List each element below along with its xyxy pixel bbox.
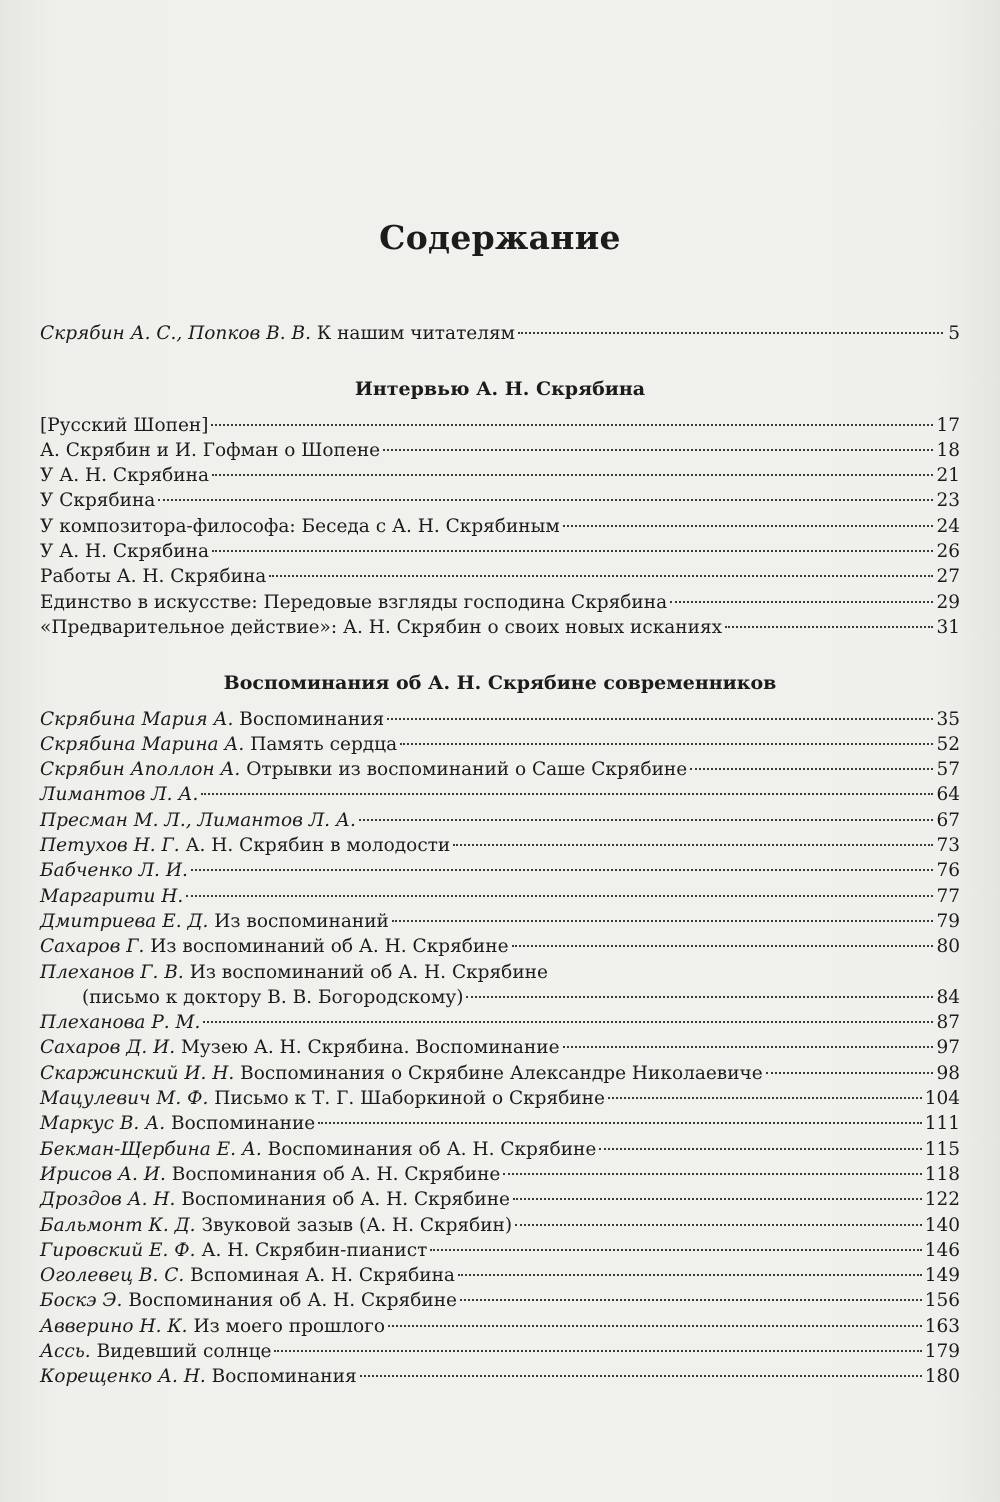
entry-text xyxy=(40,858,188,883)
dot-leader xyxy=(387,718,933,720)
toc-entry xyxy=(40,1339,960,1364)
entry-page: 23 xyxy=(936,490,960,512)
entry-page: 35 xyxy=(936,708,960,730)
entry-page: 52 xyxy=(936,733,960,755)
entry-page: 80 xyxy=(936,936,960,958)
entry-title: Воспоминания о Скрябине Александре Николаевиче xyxy=(240,1062,763,1084)
entry-text xyxy=(40,1162,500,1187)
dot-leader xyxy=(670,601,933,603)
entry-page: 97 xyxy=(936,1037,960,1059)
toc-entry xyxy=(40,833,960,858)
entry-page: 84 xyxy=(936,986,960,1008)
toc-entry xyxy=(40,960,960,985)
entry-text xyxy=(40,413,208,438)
entry-page: 18 xyxy=(936,439,960,461)
entry-page: 17 xyxy=(936,414,960,436)
dot-leader xyxy=(766,1072,934,1074)
section-heading: Интервью А. Н. Скрябина xyxy=(354,378,646,401)
entry-text xyxy=(40,960,548,985)
entry-text xyxy=(40,1086,605,1111)
toc-entry xyxy=(40,858,960,883)
dot-leader xyxy=(360,1375,922,1377)
toc-entry xyxy=(40,615,960,640)
entry-title: Вспоминая А. Н. Скрябина xyxy=(190,1265,455,1287)
section-heading: Воспоминания об А. Н. Скрябине современников xyxy=(223,672,777,695)
page-title: Содержание xyxy=(379,218,621,257)
entry-author: Бальмонт К. Д. xyxy=(40,1214,196,1236)
dot-leader xyxy=(392,920,934,922)
toc-entry xyxy=(40,782,960,807)
entry-author: Сахаров Г. xyxy=(40,936,145,958)
dot-leader xyxy=(430,1249,921,1251)
entry-title: Воспоминание xyxy=(170,1113,316,1135)
entry-title: Звуковой зазыв (А. Н. Скрябин) xyxy=(201,1214,513,1236)
entry-page: 118 xyxy=(924,1163,960,1185)
entry-text xyxy=(40,1137,596,1162)
entry-text xyxy=(40,909,389,934)
entry-page: 146 xyxy=(924,1239,960,1261)
entry-title: Воспоминания xyxy=(211,1366,357,1388)
entry-page: 115 xyxy=(924,1138,960,1160)
entry-text xyxy=(40,438,380,463)
entry-text xyxy=(40,782,198,807)
entry-text xyxy=(40,732,397,757)
entry-title: У А. Н. Скрябина xyxy=(40,465,209,487)
dot-leader xyxy=(466,996,933,998)
entry-text xyxy=(40,321,515,346)
entry-text xyxy=(40,1187,510,1212)
entry-title: Музею А. Н. Скрябина. Воспоминание xyxy=(180,1037,560,1059)
toc-entry xyxy=(40,934,960,959)
toc-entry xyxy=(40,1288,960,1313)
entry-page: 104 xyxy=(924,1088,960,1110)
toc-entry xyxy=(40,1162,960,1187)
dot-leader xyxy=(512,945,934,947)
dot-leader xyxy=(608,1097,922,1099)
entry-title: К нашим читателям xyxy=(316,323,516,344)
entry-page: 64 xyxy=(936,784,960,806)
entry-author: Сахаров Д. И. xyxy=(40,1037,176,1059)
entry-page: 27 xyxy=(936,566,960,588)
entry-page: 140 xyxy=(924,1214,960,1236)
dot-leader xyxy=(158,499,933,501)
dot-leader xyxy=(212,550,933,552)
entry-text xyxy=(40,1035,560,1060)
toc-entry xyxy=(40,1061,960,1086)
entry-author: Плеханова Р. М. xyxy=(40,1012,201,1034)
entry-text xyxy=(40,1213,512,1238)
entry-title: Из моего прошлого xyxy=(193,1315,385,1337)
entry-author: Скрябин А. С., Попков В. В. xyxy=(40,323,311,344)
toc-entry xyxy=(40,707,960,732)
entry-title: У А. Н. Скрябина xyxy=(40,541,209,563)
entry-title: Из воспоминаний xyxy=(214,910,389,932)
entry-text xyxy=(40,615,722,640)
dot-leader xyxy=(383,449,933,451)
entry-text xyxy=(40,1263,455,1288)
entry-title: Воспоминания об А. Н. Скрябине xyxy=(128,1290,457,1312)
toc-entry xyxy=(40,1035,960,1060)
entry-author: Корещенко А. Н. xyxy=(40,1366,206,1388)
dot-leader xyxy=(563,1046,934,1048)
toc-entry xyxy=(40,1314,960,1339)
toc-entry xyxy=(40,321,960,346)
entry-title: Письмо к Т. Г. Шаборкиной о Скрябине xyxy=(214,1088,605,1110)
dot-leader xyxy=(191,869,934,871)
toc-entry xyxy=(40,413,960,438)
entry-page: 26 xyxy=(936,541,960,563)
entry-author: Бабченко Л. И. xyxy=(40,860,188,882)
entry-page: 149 xyxy=(924,1265,960,1287)
dot-leader xyxy=(563,525,934,527)
dot-leader xyxy=(458,1274,922,1276)
entry-text xyxy=(40,564,266,589)
entry-page: 180 xyxy=(924,1366,960,1388)
dot-leader xyxy=(359,819,934,821)
dot-leader xyxy=(725,626,933,628)
toc-entry xyxy=(40,463,960,488)
dot-leader xyxy=(513,1198,922,1200)
entry-title: Воспоминания об А. Н. Скрябине xyxy=(171,1163,501,1185)
entry-title: «Предварительное действие»: А. Н. Скрябин о своих новых исканиях xyxy=(40,616,723,638)
entry-author: Скрябина Мария А. xyxy=(40,708,234,730)
dot-leader xyxy=(503,1173,921,1175)
entry-title: А. Н. Скрябин в молодости xyxy=(185,835,451,857)
toc-entry xyxy=(40,539,960,564)
entry-author: Скрябин Аполлон А. xyxy=(40,759,241,781)
entry-author: Маргарити Н. xyxy=(40,885,184,907)
entry-author: Мацулевич М. Ф. xyxy=(40,1088,209,1110)
entry-page: 24 xyxy=(936,515,960,537)
dot-leader xyxy=(518,332,943,334)
dot-leader xyxy=(318,1122,921,1124)
toc-entry xyxy=(40,438,960,463)
toc-entry xyxy=(40,1238,960,1263)
toc-entry xyxy=(40,1213,960,1238)
toc-entry xyxy=(40,884,960,909)
entry-page: 57 xyxy=(936,759,960,781)
entry-text xyxy=(40,934,509,959)
entry-text xyxy=(40,514,560,539)
entry-title: Воспоминания об А. Н. Скрябине xyxy=(267,1138,597,1160)
entry-author: Ирисов А. И. xyxy=(40,1163,166,1185)
entry-page: 87 xyxy=(936,1012,960,1034)
dot-leader xyxy=(515,1224,922,1226)
dot-leader xyxy=(212,474,933,476)
entry-author: Боскэ Э. xyxy=(40,1290,123,1312)
entry-page: 163 xyxy=(924,1315,960,1337)
dot-leader xyxy=(460,1299,922,1301)
entry-title: Единство в искусстве: Передовые взгляды господина Скрябина xyxy=(40,591,668,613)
entry-text xyxy=(40,590,667,615)
entry-text xyxy=(40,1288,457,1313)
entry-author: Маркус В. А. xyxy=(40,1113,166,1135)
toc-entry xyxy=(40,1010,960,1035)
toc-entry xyxy=(40,1364,960,1389)
toc-entry xyxy=(40,732,960,757)
entry-page: 21 xyxy=(936,465,960,487)
entry-title: А. Н. Скрябин-пианист xyxy=(201,1239,428,1261)
dot-leader xyxy=(453,844,933,846)
entry-page: 29 xyxy=(936,591,960,613)
entry-page: 111 xyxy=(924,1113,960,1135)
dot-leader xyxy=(388,1325,922,1327)
entry-author: Ассь. xyxy=(40,1340,91,1362)
entry-author: Лимантов Л. А. xyxy=(40,784,199,806)
entry-page: 67 xyxy=(936,809,960,831)
entry-author: Скаржинский И. Н. xyxy=(40,1062,235,1084)
entry-text xyxy=(40,884,183,909)
toc-entry xyxy=(40,808,960,833)
entry-continuation: (письмо к доктору В. В. Богородскому) xyxy=(82,986,464,1008)
entry-page: 98 xyxy=(936,1062,960,1084)
entry-title: У композитора-философа: Беседа с А. Н. Скрябиным xyxy=(40,515,560,537)
entry-author: Оголевец В. С. xyxy=(40,1265,185,1287)
entry-text xyxy=(40,1364,357,1389)
dot-leader xyxy=(186,895,933,897)
table-of-contents xyxy=(40,321,960,1390)
toc-entry xyxy=(40,1137,960,1162)
entry-text xyxy=(40,1339,271,1364)
entry-text xyxy=(40,757,687,782)
dot-leader xyxy=(400,743,933,745)
entry-author: Скрябина Марина А. xyxy=(40,733,245,755)
entry-title: Память сердца xyxy=(250,733,398,755)
toc-entry xyxy=(40,1187,960,1212)
toc-entry xyxy=(40,909,960,934)
entry-text xyxy=(40,539,209,564)
toc-entry xyxy=(40,514,960,539)
dot-leader xyxy=(274,1350,921,1352)
entry-title: Воспоминания xyxy=(239,708,385,730)
toc-entry xyxy=(40,1111,960,1136)
entry-page: 156 xyxy=(924,1290,960,1312)
entry-text xyxy=(40,1238,427,1263)
dot-leader xyxy=(269,575,933,577)
entry-author: Авверино Н. К. xyxy=(40,1315,188,1337)
entry-text xyxy=(40,808,356,833)
entry-text xyxy=(40,1314,385,1339)
entry-text xyxy=(40,1111,315,1136)
entry-text xyxy=(40,1061,763,1086)
entry-author: Дмитриева Е. Д. xyxy=(40,910,209,932)
dot-leader xyxy=(201,793,933,795)
entry-text xyxy=(40,488,155,513)
entry-page: 5 xyxy=(948,323,960,344)
toc-entry xyxy=(40,488,960,513)
entry-page: 179 xyxy=(924,1340,960,1362)
entry-title: Видевший солнце xyxy=(96,1340,272,1362)
entry-author: Дроздов А. Н. xyxy=(40,1189,176,1211)
entry-text xyxy=(40,1010,200,1035)
entry-title: [Русский Шопен] xyxy=(40,414,209,436)
entry-text xyxy=(40,463,209,488)
entry-title: Из воспоминаний об А. Н. Скрябине xyxy=(189,961,548,983)
dot-leader xyxy=(203,1021,933,1023)
dot-leader xyxy=(599,1148,921,1150)
dot-leader xyxy=(211,424,933,426)
entry-title: Отрывки из воспоминаний о Саше Скрябине xyxy=(246,759,688,781)
entry-text xyxy=(40,833,450,858)
entry-text xyxy=(40,707,384,732)
entry-author: Петухов Н. Г. xyxy=(40,835,180,857)
entry-author: Пресман М. Л., Лимантов Л. А. xyxy=(40,809,356,831)
entry-author: Бекман-Щербина Е. А. xyxy=(40,1138,262,1160)
entry-title: Работы А. Н. Скрябина xyxy=(40,566,267,588)
entry-title: Из воспоминаний об А. Н. Скрябине xyxy=(150,936,509,958)
entry-title: Воспоминания об А. Н. Скрябине xyxy=(181,1189,510,1211)
entry-page: 122 xyxy=(924,1189,960,1211)
entry-page: 76 xyxy=(936,860,960,882)
toc-entry xyxy=(40,590,960,615)
toc-entry xyxy=(40,1263,960,1288)
entry-page: 79 xyxy=(936,910,960,932)
toc-entry xyxy=(40,564,960,589)
toc-entry xyxy=(40,1086,960,1111)
entry-page: 31 xyxy=(936,616,960,638)
entry-page: 77 xyxy=(936,885,960,907)
toc-entry xyxy=(40,757,960,782)
entry-page: 73 xyxy=(936,835,960,857)
entry-author: Плеханов Г. В. xyxy=(40,961,184,983)
dot-leader xyxy=(690,768,933,770)
entry-title: А. Скрябин и И. Гофман о Шопене xyxy=(40,439,381,461)
entry-title: У Скрябина xyxy=(40,490,156,512)
toc-entry-continuation xyxy=(40,985,960,1010)
entry-author: Гировский Е. Ф. xyxy=(40,1239,196,1261)
